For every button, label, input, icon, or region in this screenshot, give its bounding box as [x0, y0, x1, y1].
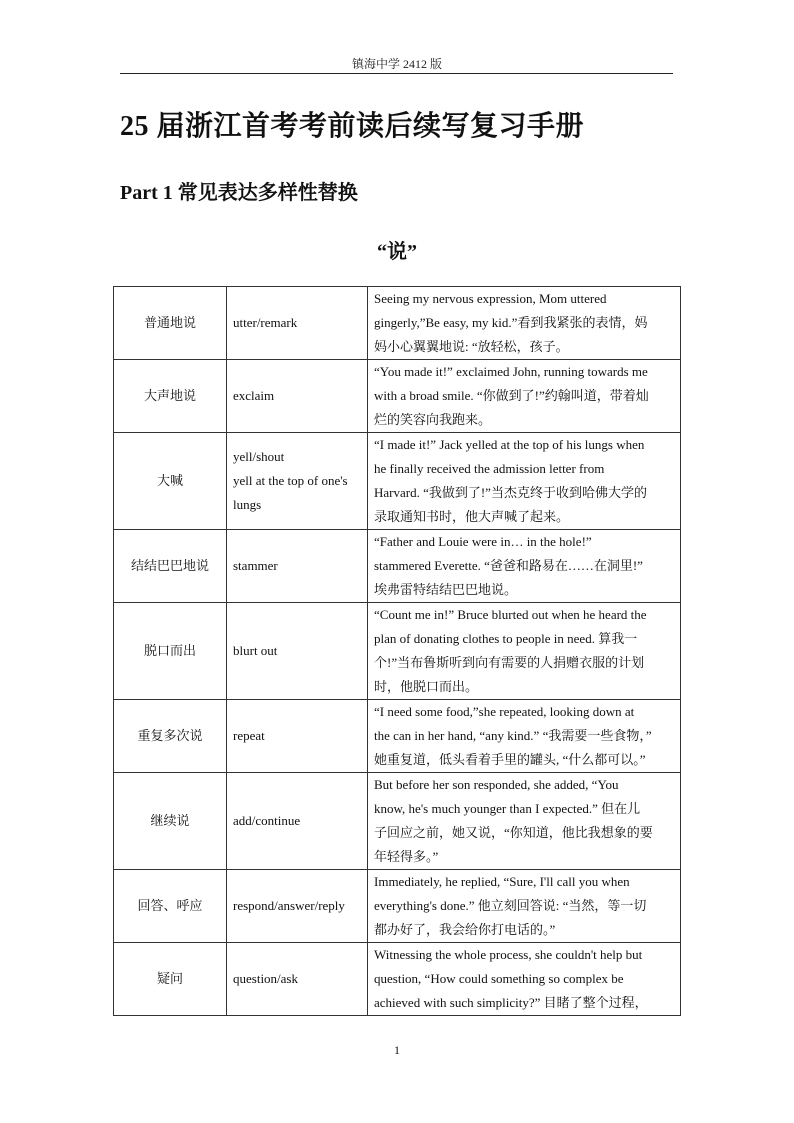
page-number: 1 — [394, 1043, 400, 1057]
example-line: 埃弗雷特结结巴巴地说。 — [374, 582, 518, 597]
expression-line: question/ask — [233, 971, 298, 986]
document-title: 25 届浙江首考考前读后续写复习手册 — [120, 111, 585, 142]
chinese-meaning-cell: 大声地说 — [114, 360, 227, 433]
table-row — [114, 773, 681, 870]
example-sentence-cell — [368, 287, 681, 360]
english-expression-cell — [227, 773, 368, 870]
chinese-meaning-cell: 重复多次说 — [114, 700, 227, 773]
english-expression-cell — [227, 700, 368, 773]
expression-line: add/continue — [233, 813, 301, 828]
example-line: 她重复道，低头看着手里的罐头, “什么都可以。” — [374, 752, 646, 767]
expression-line: exclaim — [233, 388, 275, 403]
example-line: 烂的笑容向我跑来。 — [374, 412, 492, 427]
example-sentence-cell — [368, 530, 681, 603]
example-line: plan of donating clothes to people in need. 算我一 — [374, 631, 638, 646]
example-sentence-cell — [368, 360, 681, 433]
part-heading: Part 1 常见表达多样性替换 — [120, 182, 358, 204]
header-divider — [120, 73, 673, 74]
english-expression-cell — [227, 287, 368, 360]
example-line: Witnessing the whole process, she couldn't help but — [374, 947, 643, 962]
example-line: the can in her hand, “any kind.” “我需要一些食物，” — [374, 728, 652, 743]
english-expression-cell — [227, 943, 368, 1016]
example-line: know, he's much younger than I expected.” 但在儿 — [374, 801, 641, 816]
chinese-meaning-cell: 继续说 — [114, 773, 227, 870]
example-line: 个!”当布鲁斯听到向有需要的人捐赠衣服的计划 — [374, 655, 645, 670]
example-sentence-cell — [368, 773, 681, 870]
example-line: 年轻得多。” — [374, 849, 439, 864]
example-line: stammered Everette. “爸爸和路易在……在洞里!” — [374, 558, 643, 573]
running-header: 镇海中学 2412 版 — [351, 57, 442, 71]
example-line: “I need some food,”she repeated, looking down at — [374, 704, 635, 719]
expression-line: yell at the top of one's — [233, 473, 348, 488]
example-line: 录取通知书时，他大声喊了起来。 — [374, 509, 570, 524]
table-row — [114, 700, 681, 773]
example-line: 子回应之前，她又说，“你知道，他比我想象的要 — [374, 825, 653, 840]
english-expression-cell — [227, 603, 368, 700]
expression-line: blurt out — [233, 643, 278, 658]
example-line: “You made it!” exclaimed John, running towards me — [374, 364, 648, 379]
example-line: Seeing my nervous expression, Mom uttered — [374, 291, 607, 306]
expression-line: lungs — [233, 497, 262, 512]
expression-table — [113, 286, 681, 1016]
example-line: Immediately, he replied, “Sure, I'll call you when — [374, 874, 630, 889]
example-line: 妈小心翼翼地说: “放轻松，孩子。 — [374, 339, 569, 354]
example-line: Harvard. “我做到了!”当杰克终于收到哈佛大学的 — [374, 485, 647, 500]
example-line: question, “How could something so complex be — [374, 971, 624, 986]
example-line: “Count me in!” Bruce blurted out when he heard the — [374, 607, 647, 622]
example-line: achieved with such simplicity?” 目睹了整个过程， — [374, 995, 648, 1010]
expression-line: yell/shout — [233, 449, 285, 464]
chinese-meaning-cell: 脱口而出 — [114, 603, 227, 700]
section-heading: “说” — [377, 241, 417, 263]
table-row — [114, 943, 681, 1016]
expression-line: respond/answer/reply — [233, 898, 345, 913]
english-expression-cell — [227, 433, 368, 530]
english-expression-cell — [227, 530, 368, 603]
english-expression-cell — [227, 870, 368, 943]
example-line: 都办好了，我会给你打电话的。” — [374, 922, 556, 937]
example-line: “I made it!” Jack yelled at the top of his lungs when — [374, 437, 645, 452]
chinese-meaning-cell: 普通地说 — [114, 287, 227, 360]
example-sentence-cell — [368, 700, 681, 773]
table-row — [114, 870, 681, 943]
expression-line: repeat — [233, 728, 265, 743]
example-sentence-cell — [368, 943, 681, 1016]
table-row — [114, 530, 681, 603]
example-line: he finally received the admission letter from — [374, 461, 605, 476]
example-sentence-cell — [368, 603, 681, 700]
example-sentence-cell — [368, 433, 681, 530]
expression-line: stammer — [233, 558, 278, 573]
chinese-meaning-cell: 疑问 — [114, 943, 227, 1016]
example-line: everything's done.” 他立刻回答说: “当然，等一切 — [374, 898, 647, 913]
example-line: gingerly,”Be easy, my kid.”看到我紧张的表情，妈 — [374, 315, 648, 330]
example-sentence-cell — [368, 870, 681, 943]
table-row — [114, 603, 681, 700]
chinese-meaning-cell: 大喊 — [114, 433, 227, 530]
expression-line: utter/remark — [233, 315, 298, 330]
example-line: with a broad smile. “你做到了!”约翰叫道，带着灿 — [374, 388, 649, 403]
example-line: 时，他脱口而出。 — [374, 679, 479, 694]
chinese-meaning-cell: 结结巴巴地说 — [114, 530, 227, 603]
chinese-meaning-cell: 回答、呼应 — [114, 870, 227, 943]
table-row — [114, 360, 681, 433]
english-expression-cell — [227, 360, 368, 433]
example-line: But before her son responded, she added, “You — [374, 777, 619, 792]
example-line: “Father and Louie were in… in the hole!” — [374, 534, 592, 549]
table-row — [114, 433, 681, 530]
table-row — [114, 287, 681, 360]
